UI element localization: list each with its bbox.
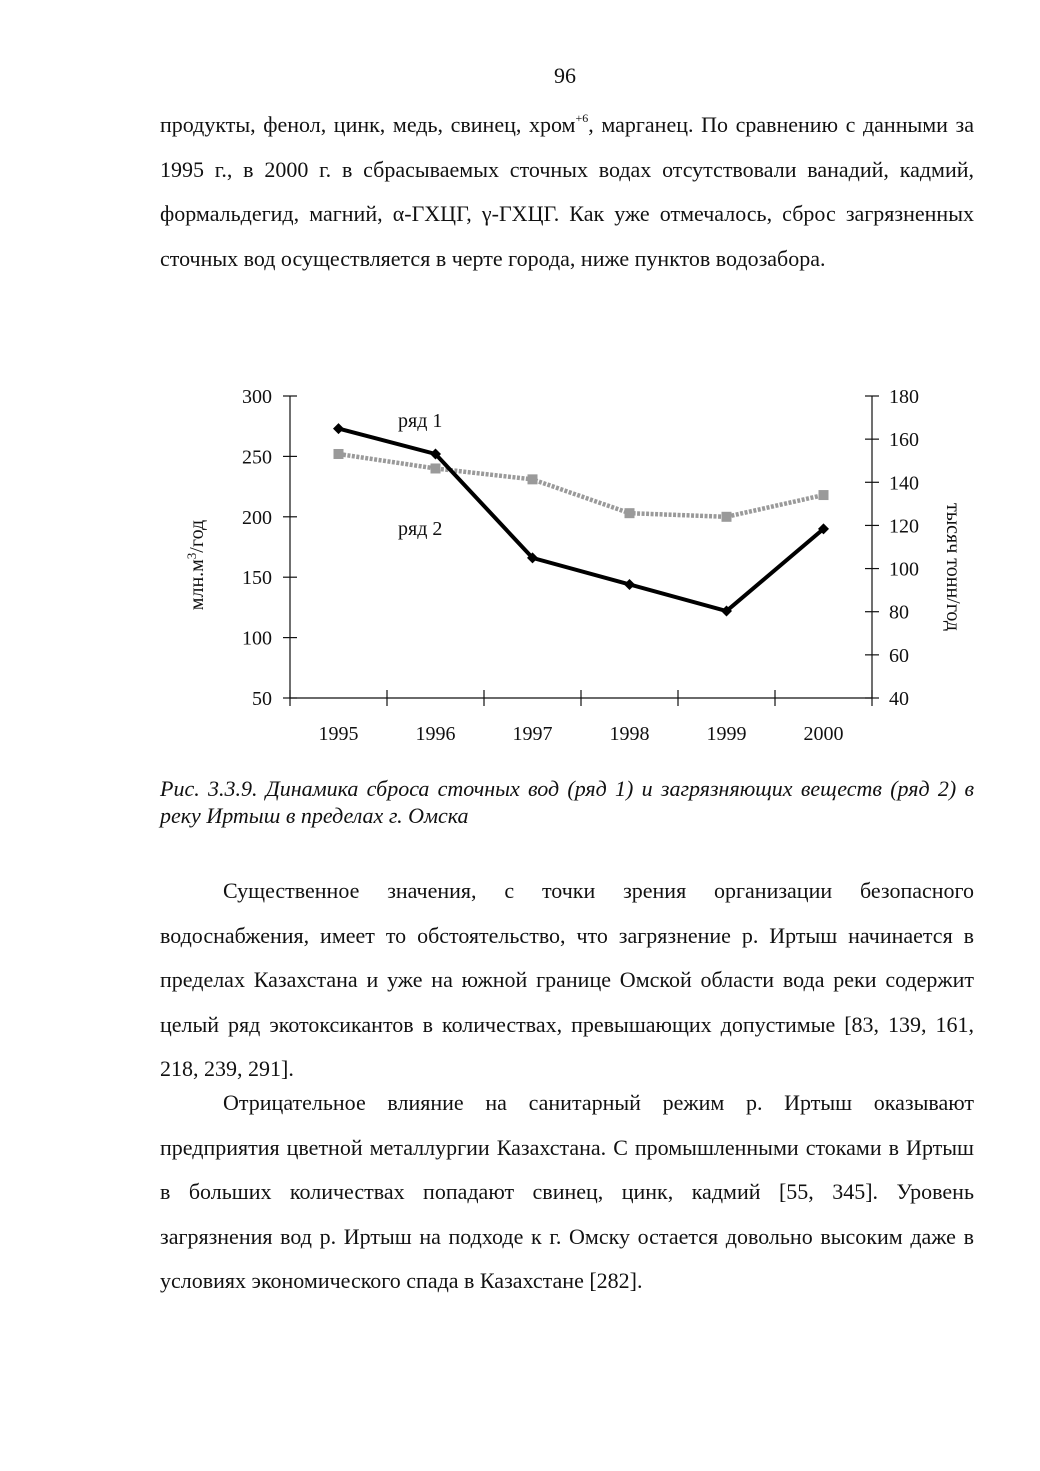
series-1-point [333,423,344,434]
right-y-tick-label: 180 [889,386,919,408]
figure-caption: Рис. 3.3.9. Динамика сброса сточных вод (ряд 1) и загрязняющих веществ (ряд 2) в реку Иртыш в пределах г. Омска [160,776,974,828]
left-y-tick-label: 150 [242,567,272,590]
x-tick-label: 1995 [318,723,359,745]
left-y-axis-title: $млн.м^3$/год [183,519,208,611]
series-2-point [819,490,829,500]
series-2-point [431,463,441,473]
right-y-tick-label: 160 [889,429,919,452]
left-y-tick-label: 250 [242,446,272,469]
chart-svg [170,380,990,750]
series-line-2 [339,454,824,517]
paragraph-3 [160,1081,974,1304]
left-y-tick-label: 300 [242,386,272,408]
paragraph-1-superscript: +6 [575,111,589,125]
series-label-2: ряд 2 [398,518,443,540]
series-2-point [722,512,732,522]
right-y-tick-label: 40 [889,688,909,710]
x-tick-label: 1998 [609,723,650,745]
paragraph-2 [160,869,974,1092]
paragraph-1-text-b: , марганец. По сравнению с данными за 1995 г., в 2000 г. в сбрасываемых сточных водах отсутствовали ванадий, кадмий, формальдегид, магний, α-ГХЦГ, γ-ГХЦГ. Как уже отмечалось, сброс загрязненных сточных вод осуществляется в черте города, ниже пунктов водозабора. [160,112,974,271]
left-y-tick-label: 100 [242,627,272,650]
series-1-point [624,579,635,590]
paragraph-3-text: Отрицательное влияние на санитарный режим р. Иртыш оказывают предприятия цветной металлургии Казахстана. С промышленными стоками в Иртыш в больших количествах попадают свинец, цинк, кадмий [55, 345]. Уровень загрязнения вод р. Иртыш на подходе к г. Омску остается довольно высоким даже в условиях экономического спада в Казахстане [282]. [160,1090,974,1293]
line-chart [170,380,990,750]
series-2-point [334,449,344,459]
x-tick-label: 1997 [512,723,553,745]
paragraph-2-text: Существенное значения, с точки зрения организации безопасного водоснабжения, имеет то обстоятельство, что загрязнение р. Иртыш начинается в пределах Казахстана и уже на южной границе Омской области вода реки содержит целый ряд экотоксикантов в количествах, превышающих допустимые [83, 139, 161, 218, 239, 291]. [160,878,974,1081]
left-y-tick-label: 200 [242,506,272,529]
series-label-1: ряд 1 [398,410,443,432]
right-y-tick-label: 60 [889,644,909,667]
x-tick-label: 1999 [706,723,747,745]
right-y-tick-label: 140 [889,472,919,495]
paragraph-1 [160,103,974,281]
left-y-tick-label: 50 [252,688,272,710]
right-y-axis-title: тысяч тонн/год [942,502,964,632]
x-tick-label: 2000 [803,723,844,745]
series-2-point [625,508,635,518]
series-2-point [528,474,538,484]
x-tick-label: 1996 [415,723,456,745]
page-number: 96 [554,63,576,88]
right-y-tick-label: 100 [889,558,919,581]
right-y-tick-label: 80 [889,601,909,624]
right-y-tick-label: 120 [889,515,919,538]
paragraph-1-text-a: продукты, фенол, цинк, медь, свинец, хром [160,112,576,137]
